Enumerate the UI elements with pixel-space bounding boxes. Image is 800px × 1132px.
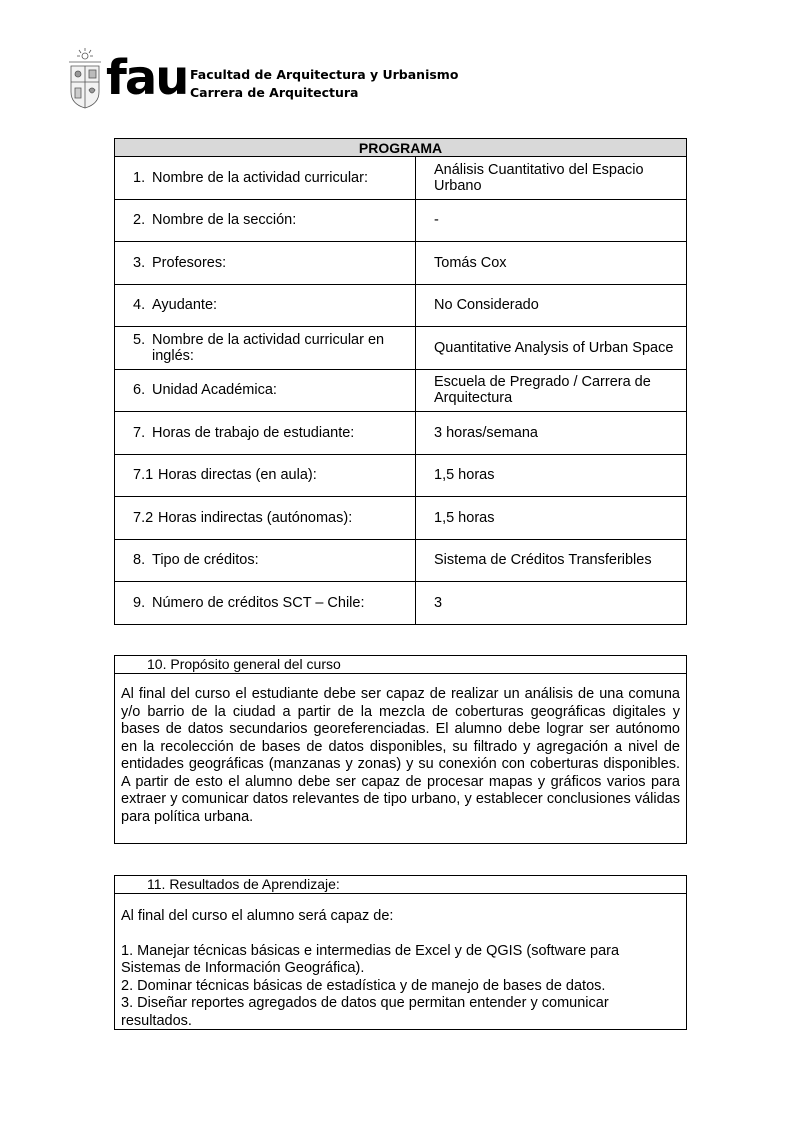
- row-value: 1,5 horas: [416, 454, 687, 497]
- row-label: Número de créditos SCT – Chile:: [152, 594, 365, 611]
- row-number: 7.1: [133, 467, 154, 484]
- program-table: [114, 138, 687, 625]
- row-value: 1,5 horas: [416, 497, 687, 540]
- purpose-heading: 10. Propósito general del curso: [115, 656, 686, 674]
- results-section: [114, 875, 687, 1030]
- list-item: 3. Diseñar reportes agregados de datos que permitan entender y comunicar resultados.: [121, 995, 609, 1029]
- university-crest-icon: [68, 46, 102, 110]
- list-item: 2. Dominar técnicas básicas de estadística y de manejo de bases de datos.: [121, 977, 606, 994]
- table-row: [115, 369, 687, 412]
- table-row: [115, 539, 687, 582]
- row-label: Nombre de la sección:: [152, 212, 297, 229]
- row-label: Horas directas (en aula):: [158, 467, 317, 484]
- row-label: Unidad Académica:: [152, 382, 277, 399]
- row-number: 3.: [133, 254, 146, 271]
- row-number: 8.: [133, 552, 146, 569]
- row-label: Profesores:: [152, 254, 227, 271]
- row-number: 2.: [133, 212, 146, 229]
- career-name: Carrera de Arquitectura: [190, 85, 359, 100]
- results-intro: Al final del curso el alumno será capaz de:: [121, 908, 394, 924]
- row-value: Escuela de Pregrado / Carrera de Arquitectura: [416, 369, 687, 412]
- purpose-section: [114, 655, 687, 844]
- row-value: -: [416, 199, 687, 242]
- table-row: [115, 497, 687, 540]
- table-row: [115, 157, 687, 200]
- row-label: Nombre de la actividad curricular en inglés:: [152, 331, 385, 364]
- row-value: 3 horas/semana: [416, 412, 687, 455]
- row-value: No Considerado: [416, 284, 687, 327]
- faculty-name: Facultad de Arquitectura y Urbanismo: [190, 67, 459, 82]
- row-label: Horas indirectas (autónomas):: [158, 509, 353, 526]
- row-value: Análisis Cuantitativo del Espacio Urbano: [416, 157, 687, 200]
- row-number: 1.: [133, 169, 146, 186]
- row-number: 9.: [133, 594, 146, 611]
- row-label: Horas de trabajo de estudiante:: [152, 424, 355, 441]
- row-number: 6.: [133, 382, 146, 399]
- row-label: Nombre de la actividad curricular:: [152, 169, 368, 186]
- row-number: 7.: [133, 424, 146, 441]
- table-row: [115, 454, 687, 497]
- page-header: [68, 46, 488, 110]
- row-value: Sistema de Créditos Transferibles: [416, 539, 687, 582]
- institution-name: [190, 66, 458, 102]
- row-label: Tipo de créditos:: [152, 552, 259, 569]
- row-number: 4.: [133, 297, 146, 314]
- purpose-text: Al final del curso el estudiante debe ser capaz de realizar un análisis de una comuna y/o barrio de la ciudad a partir de la mezcla de coberturas geográficas digitales y bases de datos secundarios georeferenciadas. El alumno debe lograr ser autónomo en la recolección de bases de datos disponibles, su filtrado y agregación a nivel de entidades geográficas (manzanas y zonas) y su conexión con coberturas disponibles. A partir de esto el alumno debe ser capaz de procesar mapas y gráficos varios para extraer y comunicar datos relevantes de tipo urbano, y establecer conclusiones válidas para política urbana.: [121, 686, 680, 825]
- table-row: [115, 412, 687, 455]
- results-heading: 11. Resultados de Aprendizaje:: [115, 876, 686, 894]
- table-row: [115, 327, 687, 370]
- list-item: 1. Manejar técnicas básicas e intermedias de Excel y de QGIS (software para Sistemas de Información Geográfica).: [121, 942, 620, 976]
- row-value: Tomás Cox: [416, 242, 687, 285]
- program-title: PROGRAMA: [115, 139, 687, 157]
- table-row: [115, 284, 687, 327]
- row-value: 3: [416, 582, 687, 625]
- table-row: [115, 199, 687, 242]
- row-label: Ayudante:: [152, 297, 218, 314]
- row-number: 7.2: [133, 509, 154, 526]
- row-number: 5.: [133, 331, 146, 348]
- table-row: [115, 582, 687, 625]
- row-value: Quantitative Analysis of Urban Space: [416, 327, 687, 370]
- table-row: [115, 242, 687, 285]
- fau-logo: fau: [106, 50, 188, 106]
